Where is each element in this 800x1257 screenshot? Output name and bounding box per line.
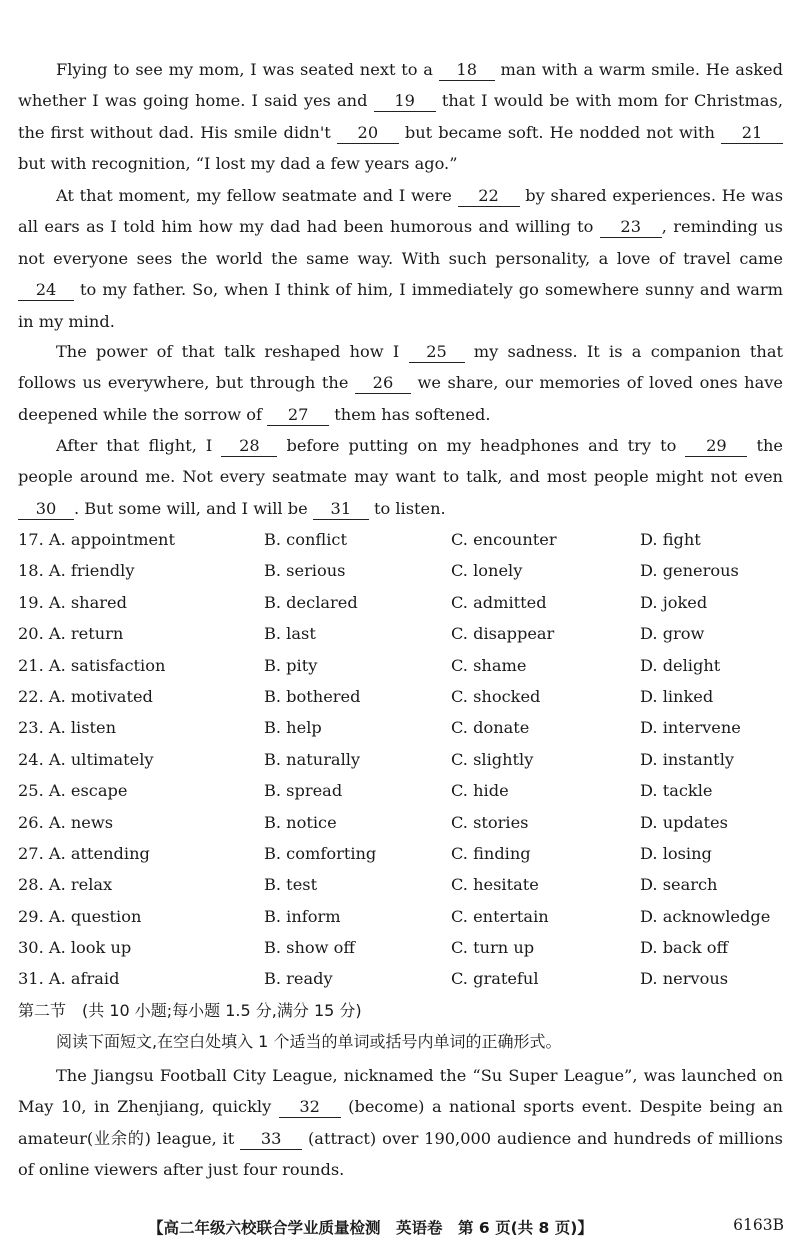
option-row: [18, 712, 783, 743]
option-d: D. delight: [640, 655, 721, 675]
option-d: D. nervous: [640, 969, 729, 989]
option-c: C. donate: [451, 718, 530, 738]
option-row: [18, 932, 783, 963]
option-row: [18, 555, 783, 586]
exam-code: 6163B: [733, 1216, 784, 1234]
section-instruction: 阅读下面短文,在空白处填入 1 个适当的单词或括号内单词的正确形式。: [56, 1032, 562, 1051]
option-a: 24. A. ultimately: [18, 749, 154, 769]
blank-31: 31: [313, 499, 369, 520]
option-d: D. search: [640, 875, 718, 895]
option-row: [18, 963, 783, 994]
option-c: C. shame: [451, 655, 527, 675]
option-b: B. notice: [264, 812, 337, 832]
option-d: D. updates: [640, 812, 728, 832]
option-b: B. spread: [264, 781, 343, 801]
blank-25: 25: [409, 342, 465, 363]
option-c: C. turn up: [451, 938, 535, 958]
option-c: C. shocked: [451, 686, 541, 706]
answer-options-list: [18, 524, 783, 995]
option-c: C. entertain: [451, 906, 549, 926]
option-c: C. hesitate: [451, 875, 539, 895]
option-a: 31. A. afraid: [18, 969, 120, 989]
blank-28: 28: [221, 436, 277, 457]
option-a: 18. A. friendly: [18, 561, 135, 581]
option-b: B. bothered: [264, 686, 361, 706]
option-c: C. disappear: [451, 624, 555, 644]
option-b: B. last: [264, 624, 316, 644]
option-row: [18, 869, 783, 900]
option-row: [18, 901, 783, 932]
option-d: D. acknowledge: [640, 906, 771, 926]
option-c: C. stories: [451, 812, 529, 832]
option-c: C. encounter: [451, 530, 557, 549]
blank-18: 18: [439, 60, 495, 81]
option-d: D. instantly: [640, 749, 735, 769]
option-c: C. hide: [451, 781, 509, 801]
blank-32: 32: [279, 1097, 341, 1118]
option-row: [18, 681, 783, 712]
option-a: 19. A. shared: [18, 592, 127, 612]
blank-20: 20: [337, 123, 399, 144]
option-a: 26. A. news: [18, 812, 114, 832]
page-footer: [0, 1212, 800, 1242]
option-d: D. linked: [640, 686, 714, 706]
option-d: D. generous: [640, 561, 739, 581]
blank-26: 26: [355, 373, 411, 394]
option-c: C. slightly: [451, 749, 534, 769]
blank-24: 24: [18, 280, 74, 301]
section-title: 第二节 (共 10 小题;每小题 1.5 分,满分 15 分): [18, 1001, 362, 1020]
option-d: D. joked: [640, 592, 708, 612]
blank-27: 27: [267, 405, 329, 426]
footer-title: 【高二年级六校联合学业质量检测 英语卷 第 6 页(共 8 页)】: [148, 1219, 593, 1237]
option-a: 30. A. look up: [18, 938, 132, 958]
option-row: [18, 807, 783, 838]
option-a: 20. A. return: [18, 624, 124, 644]
option-b: B. pity: [264, 655, 318, 675]
option-d: D. back off: [640, 938, 728, 958]
option-a: 28. A. relax: [18, 875, 113, 895]
option-b: B. comforting: [264, 843, 377, 863]
option-b: B. declared: [264, 592, 358, 612]
option-row: [18, 587, 783, 618]
option-b: B. naturally: [264, 749, 361, 769]
option-a: 27. A. attending: [18, 843, 150, 863]
option-a: 25. A. escape: [18, 781, 128, 801]
option-b: B. conflict: [264, 530, 347, 549]
option-row: [18, 524, 783, 555]
option-b: B. show off: [264, 938, 355, 958]
option-row: [18, 650, 783, 681]
option-a: 22. A. motivated: [18, 686, 153, 706]
option-c: C. grateful: [451, 969, 539, 989]
option-d: D. intervene: [640, 718, 741, 738]
option-d: D. losing: [640, 843, 712, 863]
option-c: C. finding: [451, 843, 531, 863]
option-b: B. serious: [264, 561, 346, 581]
option-row: [18, 838, 783, 869]
option-a: 17. A. appointment: [18, 530, 175, 549]
option-b: B. help: [264, 718, 322, 738]
option-b: B. ready: [264, 969, 333, 989]
passage-paragraph-3: The power of that talk reshaped how I 25 my sadness. It is a companion that follows us everywhere, but through the 26 we share, our memories of loved ones have deepened while the sorrow of 27 them has softened.: [18, 342, 784, 424]
blank-19: 19: [374, 91, 436, 112]
passage-paragraph-2: At that moment, my fellow seatmate and I were 22 by shared experiences. He was all ears as I told him how my dad had been humorous and willing to 23 , reminding us not everyone sees the world the same way. With such personality, a love of travel came 24 to my father. So, when I think of him, I immediately go somewhere sunny and warm in my mind.: [18, 186, 783, 331]
passage-paragraph-4: After that flight, I 28 before putting on my headphones and try to 29 the people around me. Not every seatmate may want to talk, and most people might not even 30 . But some will, and I will be 31 to listen.: [18, 436, 784, 518]
option-a: 29. A. question: [18, 906, 142, 926]
passage-paragraph-1: Flying to see my mom, I was seated next to a 18 man with a warm smile. He asked whether I was going home. I said yes and 19 that I would be with mom for Christmas, the first without dad. His smile didn't 20 but became soft. He nodded not with 21 but with recognition, “I lost my dad a few years ago.”: [18, 60, 784, 174]
option-a: 21. A. satisfaction: [18, 655, 166, 675]
blank-30: 30: [18, 499, 74, 520]
option-c: C. lonely: [451, 561, 523, 581]
blank-29: 29: [685, 436, 747, 457]
option-d: D. fight: [640, 530, 701, 549]
option-d: D. grow: [640, 624, 705, 644]
option-a: 23. A. listen: [18, 718, 117, 738]
passage-paragraph-5: The Jiangsu Football City League, nicknamed the “Su Super League”, was launched on May 10, in Zhenjiang, quickly 32 (become) a national sports event. Despite being an amateur(业余的) league, it 33 (attract) over 190,000 audience and hundreds of millions of online viewers after just four rounds.: [18, 1066, 783, 1180]
option-b: B. test: [264, 875, 318, 895]
option-c: C. admitted: [451, 592, 547, 612]
option-row: [18, 744, 783, 775]
blank-22: 22: [458, 186, 520, 207]
option-d: D. tackle: [640, 781, 713, 801]
option-b: B. inform: [264, 906, 341, 926]
blank-21: 21: [721, 123, 783, 144]
option-row: [18, 775, 783, 806]
option-row: [18, 618, 783, 649]
blank-33: 33: [240, 1129, 302, 1150]
blank-23: 23: [600, 217, 662, 238]
